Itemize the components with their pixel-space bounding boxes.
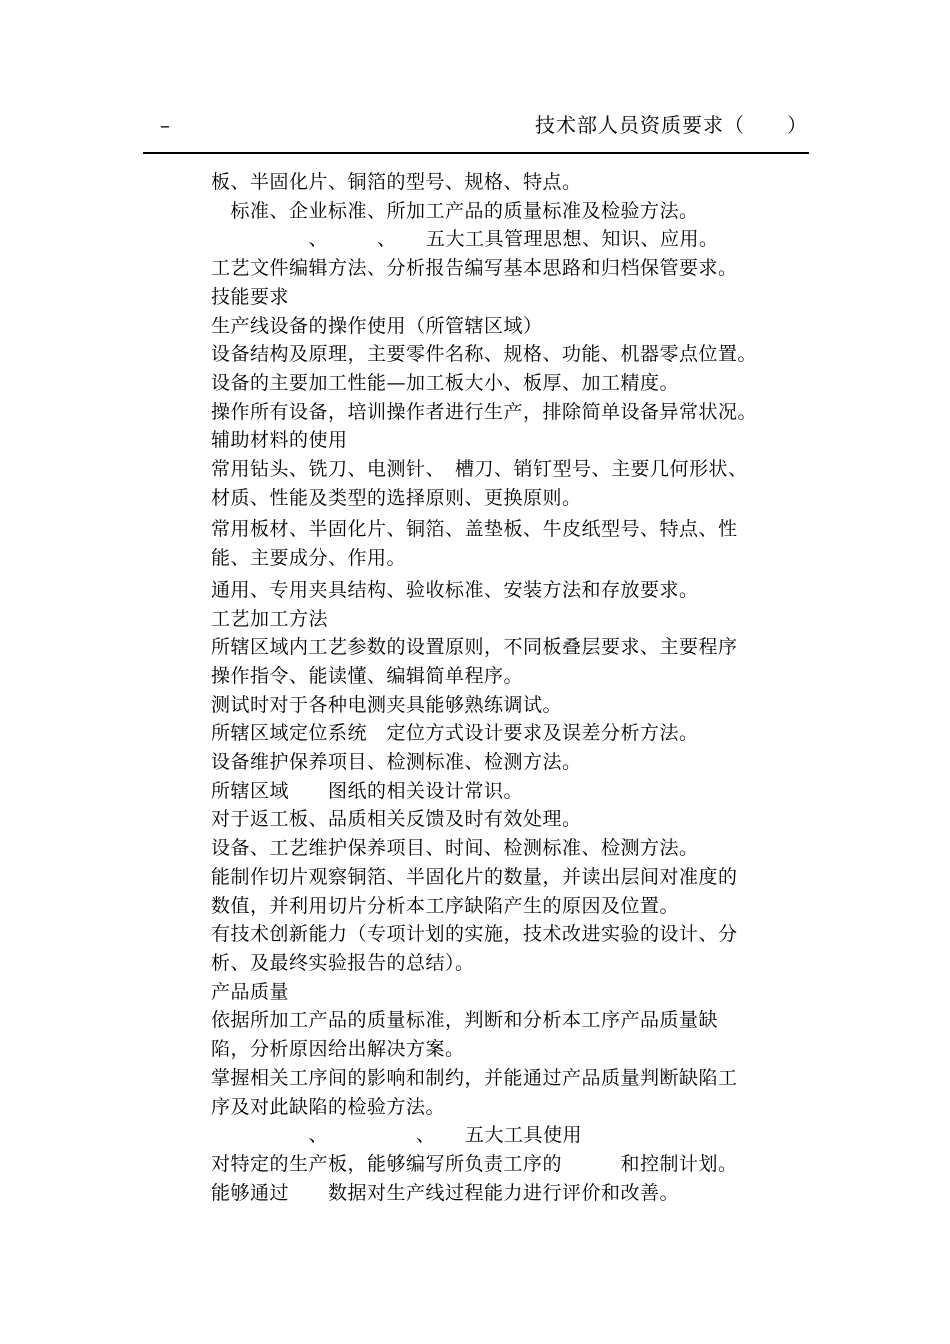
header-rule bbox=[143, 152, 809, 154]
document-body bbox=[211, 168, 811, 1207]
text-line: 测试时对于各种电测夹具能够熟练调试。 bbox=[211, 693, 563, 716]
subsection-heading-materials: 辅助材料的使用 bbox=[211, 429, 348, 452]
text-line: 掌握相关工序间的影响和制约，并能通过产品质量判断缺陷工 bbox=[211, 1066, 738, 1089]
text-line: 、 、 五大工具管理思想、知识、应用。 bbox=[211, 228, 719, 251]
subsection-heading-equipment: 生产线设备的操作使用（所管辖区域） bbox=[211, 314, 543, 337]
text-line: 通用、专用夹具结构、验收标准、安装方法和存放要求。 bbox=[211, 578, 699, 601]
header-left-mark: – bbox=[160, 113, 170, 137]
text-line: 数值，并利用切片分析本工序缺陷产生的原因及位置。 bbox=[211, 894, 680, 917]
text-line: 序及对此缺陷的检验方法。 bbox=[211, 1095, 446, 1118]
text-line: 能、主要成分、作用。 bbox=[211, 547, 407, 570]
text-line: 陷，分析原因给出解决方案。 bbox=[211, 1038, 465, 1061]
text-line: 所辖区域 图纸的相关设计常识。 bbox=[211, 779, 524, 802]
text-line: 对于返工板、品质相关反馈及时有效处理。 bbox=[211, 808, 582, 831]
text-line: 所辖区域内工艺参数的设置原则，不同板叠层要求、主要程序 bbox=[211, 636, 738, 659]
page-header-title: 技术部人员资质要求（ ） bbox=[535, 113, 808, 137]
text-line: 设备维护保养项目、检测标准、检测方法。 bbox=[211, 751, 582, 774]
text-line: 有技术创新能力（专项计划的实施，技术改进实验的设计、分 bbox=[211, 923, 738, 946]
text-line: 标准、企业标准、所加工产品的质量标准及检验方法。 bbox=[211, 199, 699, 222]
text-line: 工艺文件编辑方法、分析报告编写基本思路和归档保管要求。 bbox=[211, 257, 738, 280]
text-line: 析、及最终实验报告的总结）。 bbox=[211, 951, 475, 974]
text-line: 操作所有设备，培训操作者进行生产，排除简单设备异常状况。 bbox=[211, 400, 758, 423]
text-line: 材质、性能及类型的选择原则、更换原则。 bbox=[211, 486, 582, 509]
text-line: 对特定的生产板，能够编写所负责工序的 和控制计划。 bbox=[211, 1152, 738, 1175]
text-line: 、 、 五大工具使用 bbox=[211, 1124, 583, 1147]
text-line: 能够通过 数据对生产线过程能力进行评价和改善。 bbox=[211, 1181, 680, 1204]
subsection-heading-quality: 产品质量 bbox=[211, 980, 290, 1003]
text-line: 操作指令、能读懂、编辑简单程序。 bbox=[211, 664, 524, 687]
text-line: 依据所加工产品的质量标准，判断和分析本工序产品质量缺 bbox=[211, 1009, 719, 1032]
text-line: 能制作切片观察铜箔、半固化片的数量，并读出层间对准度的 bbox=[211, 865, 738, 888]
text-line: 设备结构及原理，主要零件名称、规格、功能、机器零点位置。 bbox=[211, 343, 758, 366]
text-line: 设备、工艺维护保养项目、时间、检测标准、检测方法。 bbox=[211, 837, 699, 860]
text-line: 常用板材、半固化片、铜箔、盖垫板、牛皮纸型号、特点、性 bbox=[211, 518, 738, 541]
text-line: 所辖区域定位系统 定位方式设计要求及误差分析方法。 bbox=[211, 722, 699, 745]
text-line: 设备的主要加工性能—加工板大小、板厚、加工精度。 bbox=[211, 371, 680, 394]
subsection-heading-process: 工艺加工方法 bbox=[211, 607, 329, 630]
section-heading-skills: 技能要求 bbox=[211, 285, 290, 308]
text-line: 常用钻头、铣刀、电测针、 槽刀、销钉型号、主要几何形状、 bbox=[211, 458, 748, 481]
text-line: 板、半固化片、铜箔的型号、规格、特点。 bbox=[211, 171, 582, 193]
